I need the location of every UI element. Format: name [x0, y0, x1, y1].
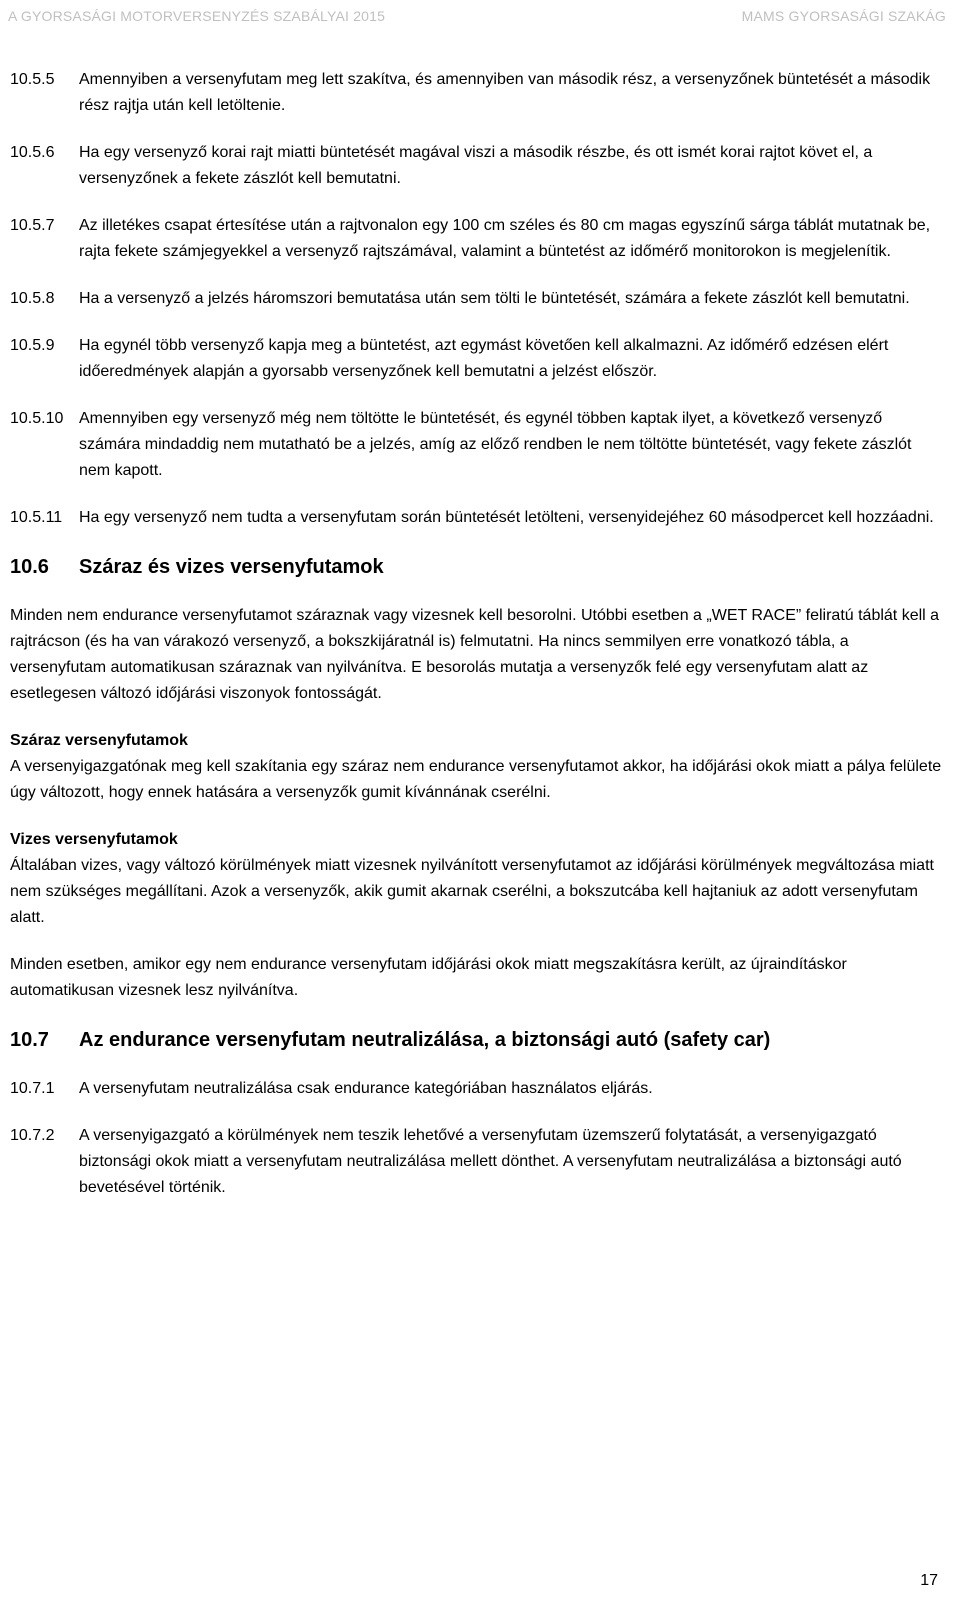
page-number: 17	[920, 1572, 938, 1589]
rule-item	[10, 213, 945, 265]
running-header	[0, 8, 960, 30]
rule-number: 10.5.8	[10, 290, 55, 307]
wet-races-heading: Vizes versenyfutamok	[10, 831, 178, 848]
rule-number: 10.5.11	[10, 509, 63, 526]
wet-races-text: Általában vizes, vagy változó körülmények miatt vizesnek nyilvánított versenyfutamot az időjárási körülmények megváltozása miatt nem szükséges megállítani. Azok a versenyzők, akik gumit akarnak cserélni, a bokszutcába kell hajtaniuk az adott versenyfutam alatt.	[10, 857, 934, 926]
rule-item	[10, 1123, 945, 1201]
rule-item	[10, 406, 945, 484]
section-number: 10.7	[10, 1029, 49, 1051]
rule-text: A versenyfutam neutralizálása csak endurance kategóriában használatos eljárás.	[79, 1080, 653, 1097]
rule-text: Az illetékes csapat értesítése után a rajtvonalon egy 100 cm széles és 80 cm magas egyszínű sárga táblát mutatnak be, rajta fekete számjegyekkel a versenyző rajtszámával, valamint a büntetést az időmérő monitorokon is megjelenítik.	[79, 217, 931, 260]
rule-item	[10, 333, 945, 385]
section-heading-10-7	[10, 1025, 945, 1055]
section-title: Az endurance versenyfutam neutralizálása, a biztonsági autó (safety car)	[79, 1029, 771, 1051]
section-number: 10.6	[10, 556, 49, 578]
section-intro: Minden nem endurance versenyfutamot száraznak vagy vizesnek kell besorolni. Utóbbi esetben a „WET RACE” feliratú táblát kell a rajtrácson (és ha van várakozó versenyző, a bokszkijáratnál is) felmutatni. Ha nincs semmilyen erre vonatkozó tábla, a versenyfutam automatikusan száraznak van nyilvánítva. E besorolás mutatja a versenyzők felé egy versenyfutam alatt az esetlegesen változó időjárási viszonyok fontosságát.	[10, 607, 940, 702]
closing-paragraph: Minden esetben, amikor egy nem endurance versenyfutam időjárási okok miatt megszakításra került, az újraindításkor automatikusan vizesnek lesz nyilvánítva.	[10, 956, 847, 999]
rule-item	[10, 140, 945, 192]
dry-races-heading: Száraz versenyfutamok	[10, 732, 188, 749]
rule-number: 10.5.10	[10, 410, 64, 427]
section-heading-10-6	[10, 552, 945, 582]
rule-number: 10.5.5	[10, 71, 55, 88]
rule-text: Ha egy versenyző nem tudta a versenyfutam során büntetését letölteni, versenyidejéhez 60 másodpercet kell hozzáadni.	[79, 509, 934, 526]
rule-item	[10, 505, 945, 531]
rule-text: Ha a versenyző a jelzés háromszori bemutatása után sem tölti le büntetését, számára a fekete zászlót kell bemutatni.	[79, 290, 910, 307]
rule-item	[10, 67, 945, 119]
rule-text: A versenyigazgató a körülmények nem teszik lehetővé a versenyfutam üzemszerű folytatását, a versenyigazgató biztonsági okok miatt a versenyfutam neutralizálása mellett dönthet. A versenyfutam neutralizálása a biztonsági autó bevetésével történik.	[79, 1127, 902, 1196]
rule-number: 10.7.2	[10, 1127, 55, 1144]
rule-number: 10.5.6	[10, 144, 55, 161]
running-header-organization: MAMS GYORSASÁGI SZAKÁG	[741, 8, 946, 24]
rule-text: Amennyiben egy versenyző még nem töltötte le büntetését, és egynél többen kaptak ilyet, a következő versenyző számára mindaddig nem mutatható be a jelzés, amíg az előző rendben le nem töltötte büntetését, vagy fekete zászlót nem kapott.	[79, 410, 912, 479]
rule-text: Ha egy versenyző korai rajt miatti büntetését magával viszi a második részbe, és ott ismét korai rajtot követ el, a versenyzőnek a fekete zászlót kell bemutatni.	[79, 144, 873, 187]
section-title: Száraz és vizes versenyfutamok	[79, 556, 384, 578]
rule-item	[10, 1076, 945, 1102]
document-body	[10, 67, 945, 1222]
rule-text: Ha egynél több versenyző kapja meg a büntetést, azt egymást követően kell alkalmazni. Az időmérő edzésen elért időeredmények alapján a gyorsabb versenyzőnek kell bemutatni a jelzést először.	[79, 337, 889, 380]
rule-number: 10.5.9	[10, 337, 55, 354]
rule-number: 10.7.1	[10, 1080, 55, 1097]
rule-number: 10.5.7	[10, 217, 55, 234]
rule-item	[10, 286, 945, 312]
dry-races-text: A versenyigazgatónak meg kell szakítania egy száraz nem endurance versenyfutamot akkor, ha időjárási okok miatt a pálya felülete úgy változott, hogy ennek hatására a versenyzők gumit kívánnának cserélni.	[10, 758, 942, 801]
rule-text: Amennyiben a versenyfutam meg lett szakítva, és amennyiben van második rész, a versenyzőnek büntetését a második rész rajtja után kell letöltenie.	[79, 71, 931, 114]
running-header-title: A GYORSASÁGI MOTORVERSENYZÉS SZABÁLYAI 2015	[8, 8, 386, 24]
